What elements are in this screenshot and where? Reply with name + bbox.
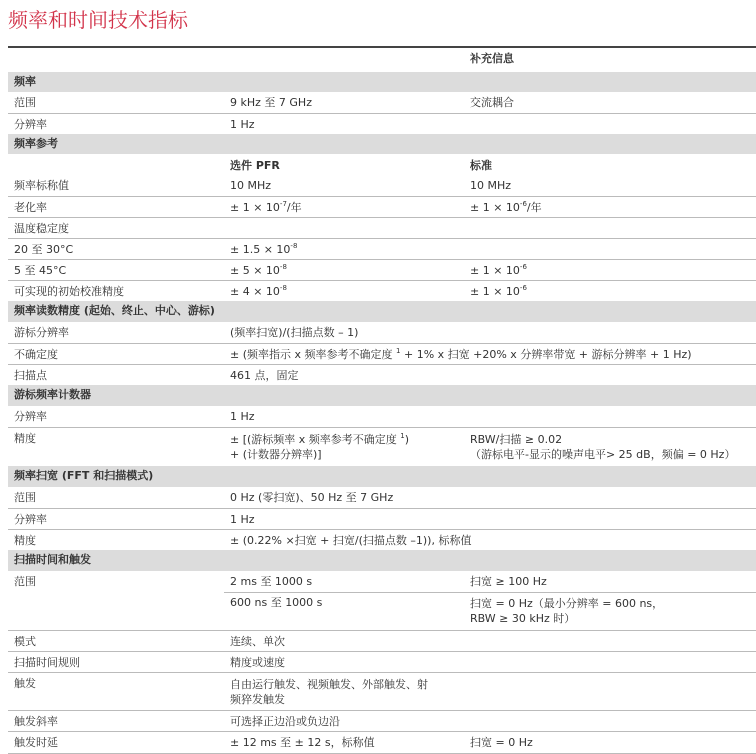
table-header <box>8 48 756 72</box>
section-title: 扫描时间和触发 <box>14 553 91 566</box>
table-row <box>8 196 756 217</box>
section-title: 频率读数精度 (起始、终止、中心、游标) <box>14 304 215 317</box>
row-value: 自由运行触发、视频触发、外部触发、射 频猝发触发 <box>230 678 428 706</box>
table-row <box>8 113 756 134</box>
row-value: 1 Hz <box>230 118 255 131</box>
row-label: 频率标称值 <box>14 179 69 192</box>
table-row <box>8 175 756 196</box>
table-row <box>8 508 756 530</box>
table-row <box>8 487 756 508</box>
row-label: 范围 <box>14 491 36 504</box>
row-value: 连续、单次 <box>230 635 285 648</box>
table-row <box>8 427 756 466</box>
row-label: 触发斜率 <box>14 715 58 728</box>
row-value: 2 ms 至 1000 s <box>230 575 313 588</box>
row-value: ± $1 \times 10^{-6}/$年 <box>470 200 542 214</box>
row-label: 可实现的初始校准精度 <box>14 285 124 298</box>
col-option-pfr: 选件 PFR <box>230 159 280 172</box>
section-sweep-trigger <box>8 550 756 571</box>
row-label: 温度稳定度 <box>14 222 69 235</box>
table-row <box>8 92 756 113</box>
table-row <box>8 592 756 630</box>
row-value: 9 kHz 至 7 GHz <box>230 96 312 109</box>
row-label: 模式 <box>14 635 36 648</box>
row-note: RBW/扫描 ≥ 0.02 （游标电平-显示的噪声电平> 25 dB，频偏 = 0 Hz） <box>470 433 736 461</box>
row-value: ± (频率指示 x 频率参考不确定度 $^1$ + 1% x 扫宽 +20% x 分辨率带宽 + 游标分辨率 + 1 Hz) <box>230 347 692 361</box>
section-title: 频率扫宽 (FFT 和扫描模式) <box>14 469 154 482</box>
table-row <box>8 672 756 711</box>
table-row <box>8 343 756 365</box>
row-label: 老化率 <box>14 201 47 214</box>
section-title: 频率参考 <box>14 137 58 150</box>
supplementary-info-header: 补充信息 <box>470 52 514 65</box>
table-row <box>8 731 756 754</box>
table-row <box>8 571 756 592</box>
row-value: 461 点，固定 <box>230 369 299 382</box>
row-value: ± (0.22% ×扫宽 + 扫宽/(扫描点数 –1)), 标称值 <box>230 534 472 547</box>
row-label: 范围 <box>14 96 36 109</box>
table-row <box>8 238 756 259</box>
row-label: 游标分辨率 <box>14 326 69 339</box>
row-value: 1 Hz <box>230 513 255 526</box>
table-row <box>8 529 756 551</box>
table-row <box>8 217 756 238</box>
row-label: 分辨率 <box>14 513 47 526</box>
row-label: 范围 <box>14 575 36 588</box>
section-title: 游标频率计数器 <box>14 388 91 401</box>
table-row <box>8 259 756 280</box>
row-note: 扫宽 = 0 Hz <box>470 736 533 749</box>
row-value: ± $1 \times 10^{-6}$ <box>470 284 527 298</box>
section-frequency-reference <box>8 134 756 154</box>
row-label: 触发时延 <box>14 736 58 749</box>
row-value: ± $5 \times 10^{-8}$ <box>230 263 287 277</box>
row-value: ± $1.5 \times 10^{-8}$ <box>230 242 298 256</box>
row-value: (频率扫宽)/(扫描点数 – 1) <box>230 326 359 339</box>
section-readout-accuracy <box>8 301 756 322</box>
table-row <box>8 406 756 427</box>
row-value: ± $1 \times 10^{-7}/$年 <box>230 200 302 214</box>
row-label: 分辨率 <box>14 118 47 131</box>
table-row <box>8 630 756 652</box>
row-label: 精度 <box>14 534 36 547</box>
row-label: 触发 <box>14 677 36 690</box>
row-label: 分辨率 <box>14 410 47 423</box>
table-subheader <box>8 155 756 175</box>
row-value: ± 12 ms 至 ± 12 s，标称值 <box>230 736 375 749</box>
row-value: ± $1 \times 10^{-6}$ <box>470 263 527 277</box>
row-label: 20 至 30°C <box>14 243 74 256</box>
row-label: 扫描点 <box>14 369 47 382</box>
table-row <box>8 322 756 343</box>
row-note: 交流耦合 <box>470 96 514 109</box>
row-note: 扫宽 ≥ 100 Hz <box>470 575 547 588</box>
row-value: 可选择正边沿或负边沿 <box>230 715 340 728</box>
row-value: ± [(游标频率 x 频率参考不确定度 $^1$) + (计数器分辨率)] <box>230 432 410 461</box>
row-label: 精度 <box>14 432 36 445</box>
page-title: 频率和时间技术指标 <box>8 8 188 32</box>
row-label: 扫描时间规则 <box>14 656 80 669</box>
table-row <box>8 710 756 732</box>
row-value: 10 MHz <box>230 179 272 192</box>
col-standard: 标准 <box>470 159 492 172</box>
row-value: 0 Hz (零扫宽)、50 Hz 至 7 GHz <box>230 491 394 504</box>
row-value: 10 MHz <box>470 179 512 192</box>
row-value: 1 Hz <box>230 410 255 423</box>
row-value: 600 ns 至 1000 s <box>230 596 323 609</box>
row-label: 不确定度 <box>14 348 58 361</box>
section-frequency <box>8 72 756 92</box>
section-title: 频率 <box>14 75 36 88</box>
row-label: 5 至 45°C <box>14 264 67 277</box>
table-row <box>8 280 756 301</box>
table-row <box>8 364 756 386</box>
row-note: 扫宽 = 0 Hz（最小分辨率 = 600 ns， RBW ≥ 30 kHz 时） <box>470 597 664 625</box>
section-frequency-span <box>8 466 756 487</box>
section-marker-counter <box>8 385 756 406</box>
row-value: 精度或速度 <box>230 656 285 669</box>
table-row <box>8 651 756 673</box>
row-value: ± $4 \times 10^{-8}$ <box>230 284 287 298</box>
